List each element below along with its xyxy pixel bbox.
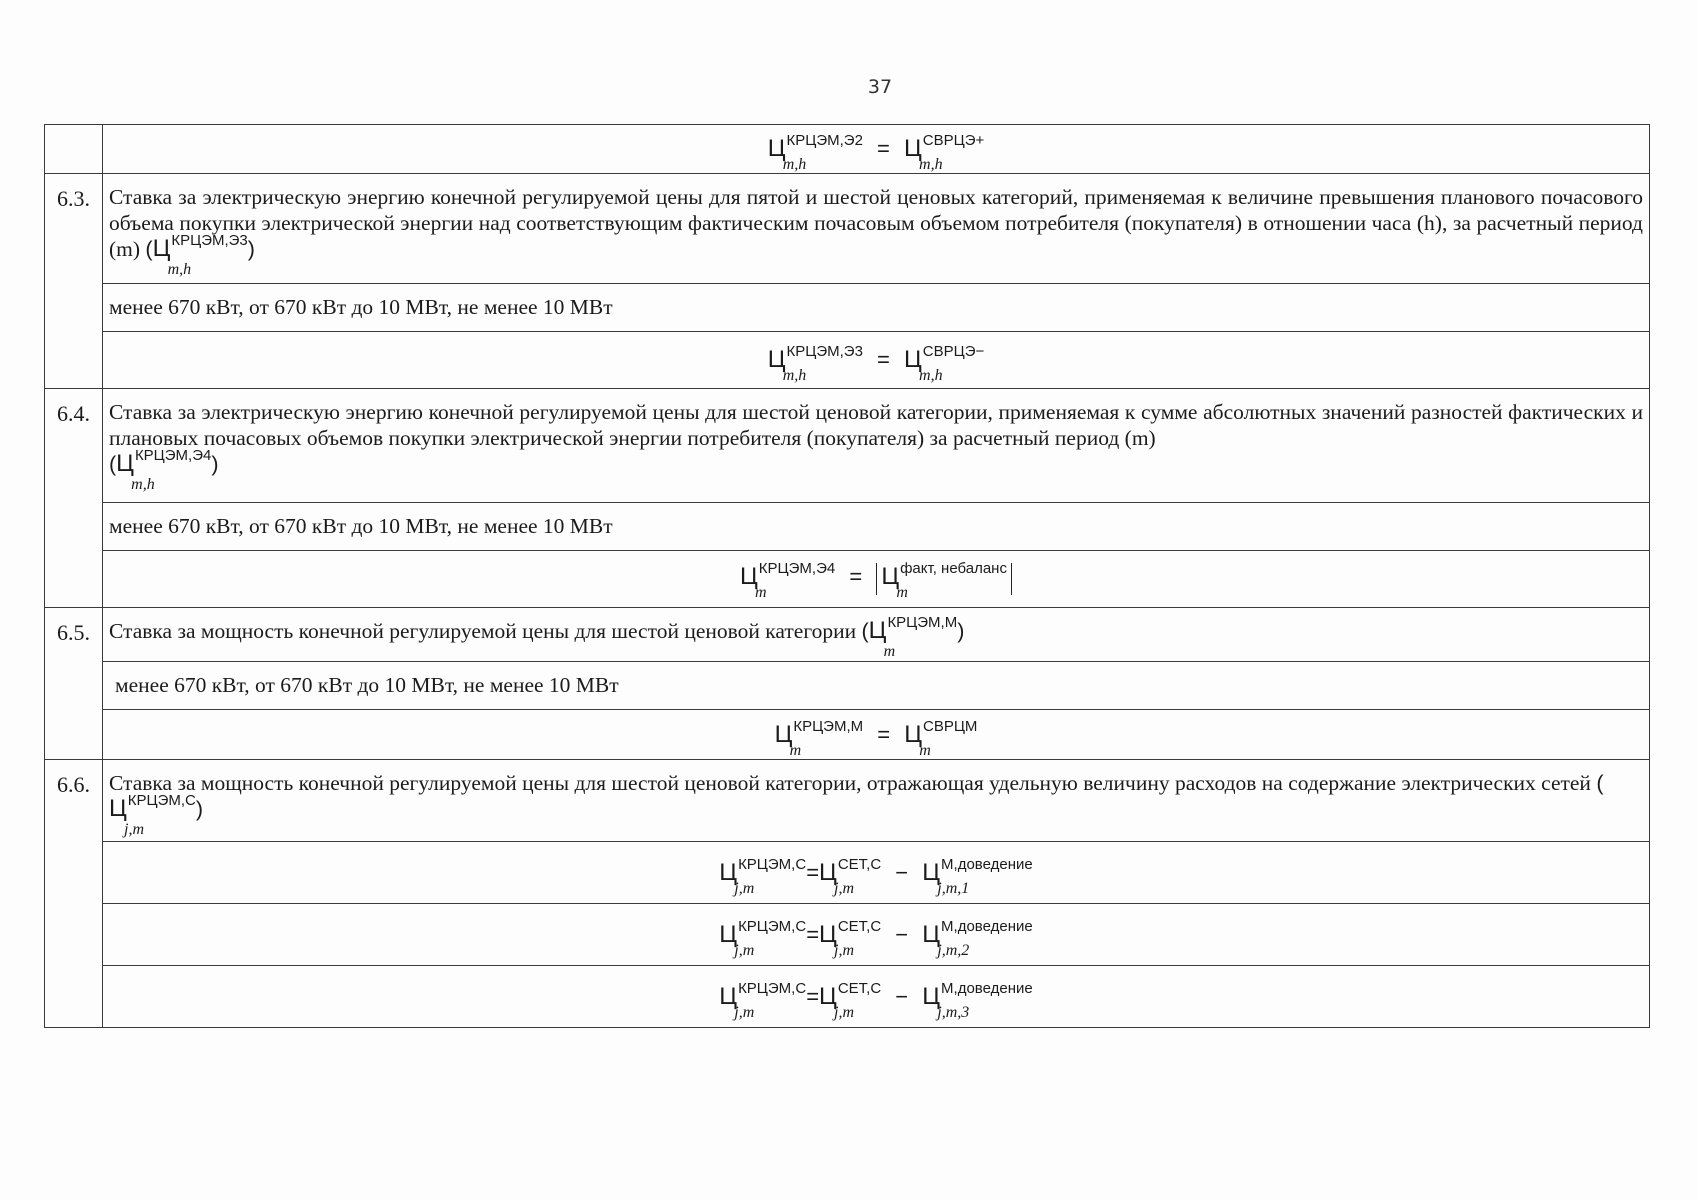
formula-cell: $Ц^{КРЦЭМ,С}$ j,m $=Ц^{СЕТ,С}$ j,m − $Ц^{М,доведение}$ j,m,3 [103, 966, 1650, 1028]
table-row [45, 662, 1650, 710]
formula-cell: $Ц^{КРЦЭМ,М}$ m = $Ц^{СВРЦМ}$ m [103, 710, 1650, 760]
page-number: 37 [867, 76, 893, 98]
table-row [45, 389, 1650, 503]
table-row [45, 284, 1650, 332]
formula-term: $Ц^{факт, небаланс}$ m [881, 560, 1007, 601]
formula-term: $Ц^{КРЦЭМ,М}$ m [774, 717, 864, 759]
table-row [45, 710, 1650, 760]
formula-term: $Ц^{СВРЦЭ+}$ m,h [904, 132, 985, 173]
table-row [45, 125, 1650, 174]
formula-term: $Ц^{КРЦЭМ,М}$ m [868, 614, 958, 660]
row-number-cell [45, 125, 103, 174]
tariff-table [44, 124, 1650, 1028]
formula-term: $Ц^{М,доведение}$ j,m,1 [922, 855, 1033, 897]
row-description: Ставка за мощность конечной регулируемой цены для шестой ценовой категории, отражающая удельную величину расходов на содержание электрических сетей ($Ц^{КРЦЭМ,С}$ j,m ) [103, 760, 1650, 842]
formula-term: $Ц^{КРЦЭМ,С}$ j,m [719, 917, 807, 959]
row-description: Ставка за электрическую энергию конечной регулируемой цены для шестой ценовой категории, применяемая к сумме абсолютных значений разностей фактических и плановых почасовых объемов покупки электрической энергии потребителя (покупателя) за расчетный период (m) ($Ц^{КРЦЭМ,Э4}$ m,h ) [103, 389, 1650, 503]
table-row [45, 608, 1650, 662]
formula-cell: $Ц^{КРЦЭМ,Э4}$ m = $Ц^{факт, небаланс}$ m [103, 551, 1650, 608]
formula-term: $Ц^{КРЦЭМ,Э2}$ m,h [767, 132, 863, 173]
table-row [45, 842, 1650, 904]
formula-term: $Ц^{СЕТ,С}$ j,m [819, 979, 882, 1021]
formula-term: $Ц^{М,доведение}$ j,m,3 [922, 979, 1033, 1021]
formula-term: $Ц^{КРЦЭМ,Э4}$ m [740, 560, 836, 601]
row-number: 6.5. [45, 608, 103, 760]
formula-term: $Ц^{КРЦЭМ,Э3}$ m,h [767, 343, 863, 384]
formula-cell: $Ц^{КРЦЭМ,С}$ j,m $=Ц^{СЕТ,С}$ j,m − $Ц^{М,доведение}$ j,m,2 [103, 904, 1650, 966]
formula-term: $Ц^{СЕТ,С}$ j,m [819, 855, 882, 897]
table-row [45, 904, 1650, 966]
formula-term: $Ц^{СВРЦЭ-}$ m,h [904, 343, 985, 384]
formula-term: $Ц^{КРЦЭМ,С}$ j,m [719, 855, 807, 897]
formula-cell: $Ц^{КРЦЭМ,С}$ j,m $=Ц^{СЕТ,С}$ j,m − $Ц^{М,доведение}$ j,m,1 [103, 842, 1650, 904]
formula-cell: $Ц^{КРЦЭМ,Э2}$ m,h = $Ц^{СВРЦЭ+}$ m,h [103, 125, 1650, 174]
table-row [45, 966, 1650, 1028]
table-row [45, 551, 1650, 608]
row-number: 6.3. [45, 174, 103, 389]
capacity-band: менее 670 кВт, от 670 кВт до 10 МВт, не менее 10 МВт [103, 503, 1650, 551]
capacity-band: менее 670 кВт, от 670 кВт до 10 МВт, не менее 10 МВт [103, 284, 1650, 332]
formula-term: $Ц^{СВРЦМ}$ m [904, 717, 978, 759]
table-row [45, 503, 1650, 551]
row-description: Ставка за мощность конечной регулируемой цены для шестой ценовой категории ($Ц^{КРЦЭМ,М}$ m ) [103, 608, 1650, 662]
formula-term: $Ц^{М,доведение}$ j,m,2 [922, 917, 1033, 959]
formula-term: $Ц^{СЕТ,С}$ j,m [819, 917, 882, 959]
table-row [45, 174, 1650, 284]
capacity-band: менее 670 кВт, от 670 кВт до 10 МВт, не менее 10 МВт [103, 662, 1650, 710]
row-description: Ставка за электрическую энергию конечной регулируемой цены для пятой и шестой ценовых категорий, применяемая к величине превышения планового почасового объема покупки электрической энергии над соответствующим фактическим почасовым объемом потребителя (покупателя) в отношении часа (h), за расчетный период (m) ($Ц^{КРЦЭМ,Э3}$ m,h ) [103, 174, 1650, 284]
row-number: 6.6. [45, 760, 103, 1028]
formula-cell: $Ц^{КРЦЭМ,Э3}$ m,h = $Ц^{СВРЦЭ-}$ m,h [103, 332, 1650, 389]
row-number: 6.4. [45, 389, 103, 608]
formula-term: $Ц^{КРЦЭМ,С}$ j,m [109, 792, 196, 838]
formula-term: $Ц^{КРЦЭМ,Э4}$ m,h [116, 447, 212, 493]
table-row [45, 760, 1650, 842]
formula-term: $Ц^{КРЦЭМ,С}$ j,m [719, 979, 807, 1021]
table-row [45, 332, 1650, 389]
formula-term: $Ц^{КРЦЭМ,Э3}$ m,h [152, 232, 248, 278]
